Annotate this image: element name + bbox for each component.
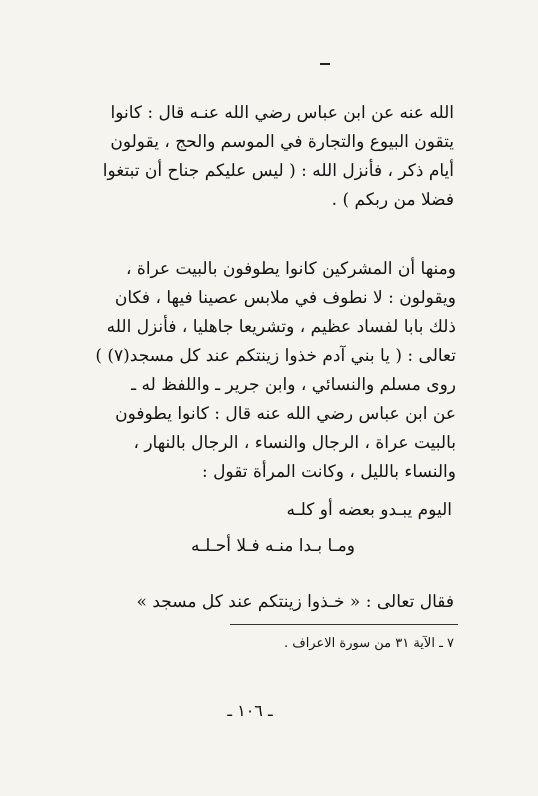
- paragraph-2: [44, 255, 456, 487]
- text-line: بالبيت عراة ، الرجال والنساء ، الرجال بالنهار ،: [133, 433, 456, 453]
- poem-verse-2: ومـا بـدا منـه فـلا أحـلـه: [191, 536, 355, 556]
- page-number: ـ ١٠٦ ـ: [227, 701, 273, 720]
- text-line: ومنها أن المشركين كانوا يطوفون بالبيت عراة ،: [126, 259, 456, 279]
- text-line: والنساء بالليل ، وكانت المرأة تقول :: [201, 462, 456, 482]
- footnote: ٧ ـ الآية ٣١ من سورة الاعراف .: [283, 636, 454, 651]
- text-line: روى مسلم والنسائي ، وابن جرير ـ واللفظ له ـ: [131, 375, 456, 395]
- top-dash-mark: [320, 63, 330, 65]
- text-line: عن ابن عباس رضي الله عنه قال : كانوا يطوفون: [115, 404, 456, 424]
- footnote-divider: [230, 624, 458, 625]
- poem-verse-1: اليوم يبـدو بعضه أو كلـه: [286, 500, 452, 520]
- text-line: فضلا من ربكم ) .: [331, 190, 454, 210]
- text-line: ذلك بابا لفساد عظيم ، وتشريعا جاهليا ، فأنزل الله: [106, 317, 456, 337]
- text-line: أيام ذكر ، فأنزل الله : ( ليس عليكم جناح أن تبتغوا: [102, 161, 454, 181]
- text-line: تعالى : ( يا بني آدم خذوا زينتكم عند كل مسجد(٧) ): [95, 346, 456, 366]
- text-line: الله عنه عن ابن عباس رضي الله عنـه قال : كانوا: [110, 103, 454, 123]
- quran-quote-line: فقال تعالى : « خـذوا زينتكم عند كل مسجد »: [136, 592, 454, 612]
- paragraph-1: [44, 99, 454, 215]
- text-line: يتقون البيوع والتجارة في الموسم والحج ، يقولون: [110, 132, 454, 152]
- text-line: ويقولون : لا نطوف في ملابس عصينا فيها ، فكان: [114, 288, 456, 308]
